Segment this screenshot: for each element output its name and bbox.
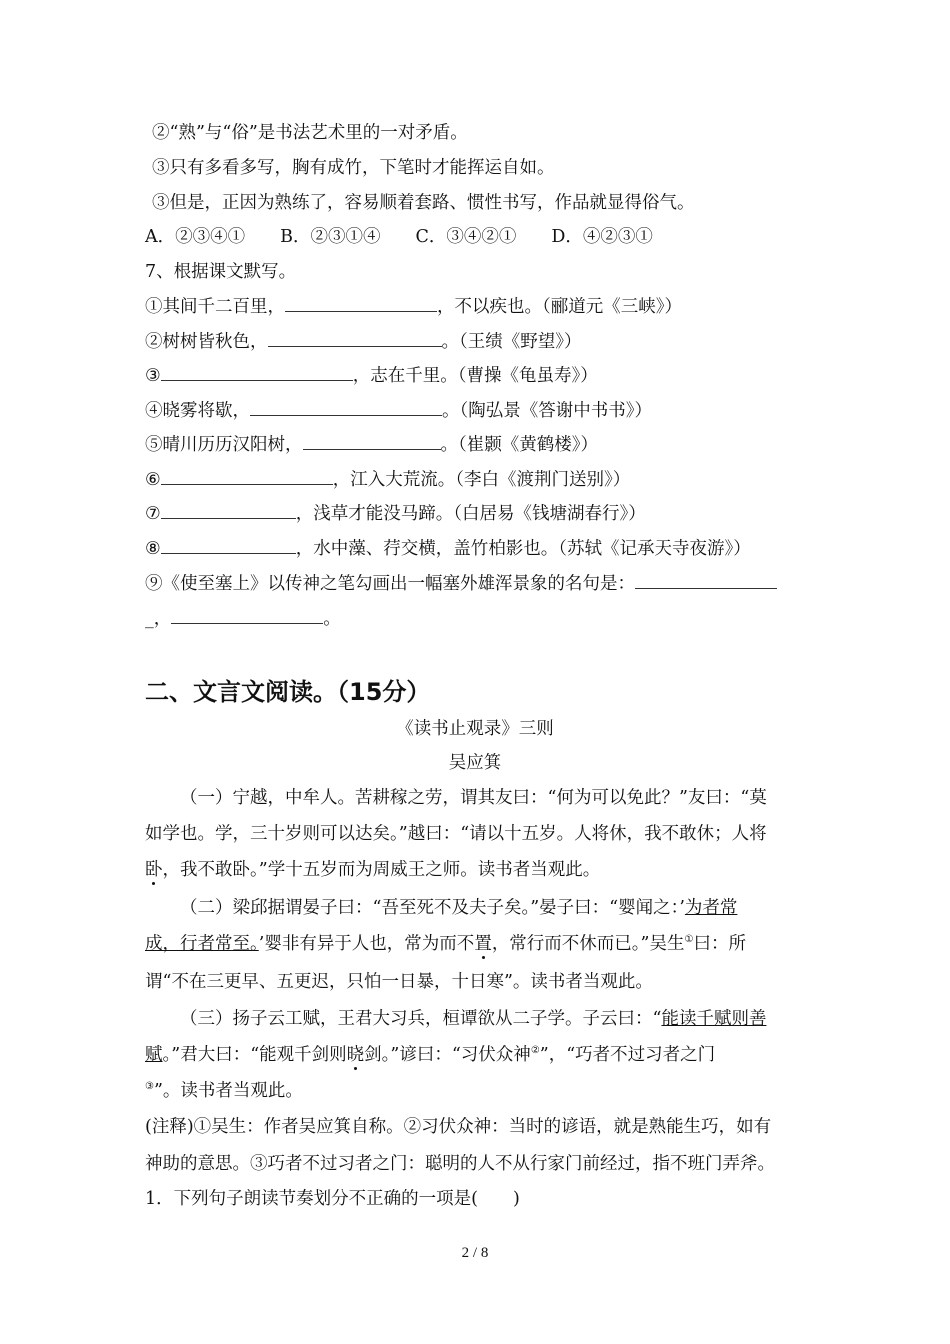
- question-7-title: 7、根据课文默写。: [145, 262, 297, 282]
- recite-line-2: [145, 329, 582, 354]
- recite-line-4: [145, 398, 652, 423]
- answer-blank-9b[interactable]: [171, 606, 323, 624]
- question-1: 1．下列句子朗读节奏划分不正确的一项是( ): [145, 1189, 520, 1209]
- article-author: 吴应箕: [448, 753, 502, 773]
- answer-blank-5[interactable]: [303, 432, 441, 450]
- dotted-char-wo: 卧: [145, 860, 163, 880]
- passage-3-line-1-text: （三）扬子云工赋，王君大习兵，桓谭欲从二子学。子云曰：“: [180, 1009, 662, 1029]
- recite-line-9-cont: [145, 606, 341, 631]
- passage-2-line-2: [145, 932, 746, 956]
- dotted-char-zhi: 置: [474, 934, 492, 954]
- article-title: 《读书止观录》三则: [396, 719, 554, 739]
- passage-3-line-3-text: ”。读书者当观此。: [153, 1081, 303, 1101]
- answer-blank-8[interactable]: [161, 536, 296, 554]
- recite-line-5: [145, 432, 598, 457]
- passage-2-text-a: ’婴非有异于人也，常为而不: [258, 934, 475, 954]
- recite-line-1: [145, 294, 682, 319]
- recite-line-8: [145, 536, 751, 561]
- recite-line-7-prefix: ⑦: [145, 504, 161, 524]
- recite-line-3: [145, 363, 598, 388]
- recite-line-4-suffix: 。（陶弘景《答谢中书书》）: [442, 401, 652, 421]
- recite-line-1-suffix: ，不以疾也。（郦道元《三峡》）: [437, 297, 682, 317]
- recite-line-5-prefix: ⑤晴川历历汉阳树，: [145, 435, 303, 455]
- page-number: 2 / 8: [461, 1245, 489, 1261]
- answer-choices: A．②③④① B．②③①④ C．③④②① D．④②③①: [145, 227, 653, 247]
- recite-line-9-prefix: ⑨《使至塞上》以传神之笔勾画出一幅塞外雄浑景象的名句是：: [145, 574, 635, 594]
- recite-line-5-suffix: 。（崔颢《黄鹤楼》）: [440, 435, 598, 455]
- recite-line-9-mid: _，: [145, 609, 172, 629]
- option-3b: ③但是，正因为熟练了，容易顺着套路、惯性书写，作品就显得俗气。: [152, 193, 695, 213]
- answer-blank-4[interactable]: [250, 398, 442, 416]
- section-title: 二、文言文阅读。（15分）: [145, 678, 431, 706]
- recite-line-1-prefix: ①其间千二百里，: [145, 297, 285, 317]
- underlined-phrase-b: 成，行者常至。: [145, 934, 259, 954]
- notes-line-1: (注释)①吴生：作者吴应箕自称。②习伏众神：当时的谚语，就是熟能生巧，如有: [145, 1117, 772, 1137]
- recite-line-9: [145, 571, 777, 596]
- passage-3-line-2: [145, 1043, 715, 1067]
- answer-blank-2[interactable]: [268, 329, 442, 347]
- passage-2-line-3: 谓“不在三更早、五更迟，只怕一日暴，十日寒”。读书者当观此。: [145, 972, 653, 992]
- answer-blank-7[interactable]: [161, 501, 296, 519]
- recite-line-7: [145, 501, 646, 526]
- option-3a: ③只有多看多写，胸有成竹，下笔时才能挥运自如。: [152, 158, 555, 178]
- recite-line-9-suffix: 。: [323, 609, 341, 629]
- passage-3-text-c: ”，“巧者不过习者之门: [539, 1045, 716, 1065]
- passage-1-line-1: （一）宁越，中牟人。苦耕稼之劳，谓其友曰：“何为可以免此？”友曰：“莫: [180, 788, 767, 808]
- recite-line-6-prefix: ⑥: [145, 470, 161, 490]
- passage-2-text-b: ，常行而不休而已。”吴生: [491, 934, 685, 954]
- passage-3-line-1: [180, 1007, 766, 1031]
- recite-line-3-prefix: ③: [145, 366, 161, 386]
- footnote-mark-3: ③: [145, 1081, 154, 1092]
- passage-3-line-3: [145, 1079, 303, 1103]
- recite-line-2-suffix: 。（王绩《野望》）: [441, 332, 582, 352]
- notes-line-2: 神助的意思。③巧者不过习者之门：聪明的人不从行家门前经过，指不班门弄斧。: [145, 1154, 775, 1174]
- answer-blank-6[interactable]: [161, 467, 333, 485]
- footnote-mark-1: ①: [684, 934, 694, 945]
- recite-line-8-suffix: ，水中藻、荇交横，盖竹柏影也。（苏轼《记承天寺夜游》）: [295, 539, 751, 559]
- recite-line-6: [145, 467, 630, 492]
- underlined-phrase-a: 为者常: [684, 898, 738, 918]
- passage-2-line-1: [180, 896, 737, 920]
- recite-line-7-suffix: ，浅草才能没马蹄。（白居易《钱塘湖春行》）: [295, 504, 646, 524]
- passage-1-line-3-rest: ，我不敢卧。”学十五岁而为周威王之师。读书者当观此。: [162, 860, 601, 880]
- passage-3-text-b: 剑。”谚曰：“习伏众神: [364, 1045, 531, 1065]
- recite-line-3-suffix: ，志在千里。（曹操《龟虽寿》）: [352, 366, 598, 386]
- passage-1-line-3: [145, 858, 600, 882]
- passage-1-line-2: 如学也。学，三十岁则可以达矣。”越曰：“请以十五岁。人将休，我不敢休；人将: [145, 824, 767, 844]
- passage-2-line-1-text: （二）梁邱据谓晏子曰：“吾至死不及夫子矣。”晏子曰：“婴闻之：’: [180, 898, 685, 918]
- option-2: ②“熟”与“俗”是书法艺术里的一对矛盾。: [152, 123, 468, 143]
- answer-blank-3[interactable]: [161, 363, 353, 381]
- passage-2-text-c: 曰：所: [693, 934, 746, 954]
- recite-line-4-prefix: ④晓雾将歇，: [145, 401, 250, 421]
- underlined-phrase-d: 赋: [145, 1045, 163, 1065]
- recite-line-6-suffix: ，江入大荒流。（李白《渡荆门送别》）: [332, 470, 631, 490]
- answer-blank-1[interactable]: [285, 294, 437, 312]
- passage-3-text-a: 。”君大曰：“能观千剑则: [162, 1045, 347, 1065]
- underlined-phrase-c: 能读千赋则善: [661, 1009, 767, 1029]
- recite-line-2-prefix: ②树树皆秋色，: [145, 332, 268, 352]
- recite-line-8-prefix: ⑧: [145, 539, 161, 559]
- answer-blank-9a[interactable]: [635, 571, 777, 589]
- footnote-mark-2: ②: [530, 1045, 540, 1056]
- dotted-char-xiao: 晓: [346, 1045, 365, 1065]
